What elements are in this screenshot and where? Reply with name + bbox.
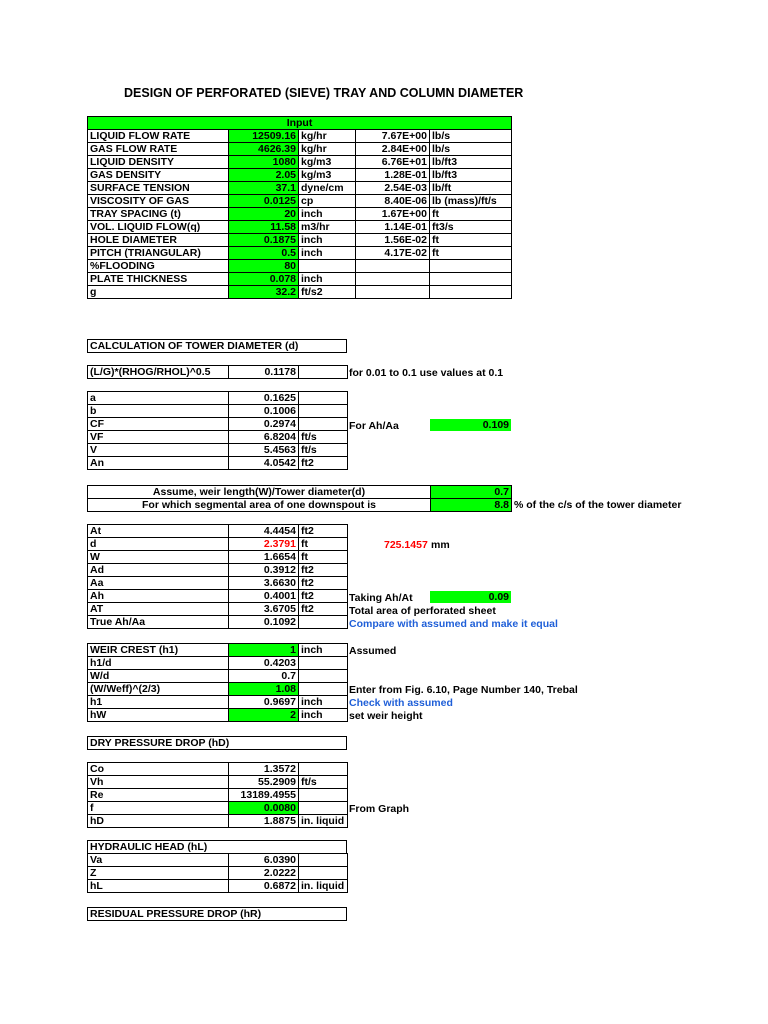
tower-row [88,577,348,590]
tower-label: AT [88,603,229,616]
hydraulic-header: HYDRAULIC HEAD (hL) [88,841,347,854]
segment-row [88,499,512,512]
dry-label: f [88,802,229,815]
input-conv: 4.17E-02 [356,247,430,260]
tower-row [88,431,348,444]
dry-label: hD [88,815,229,828]
tower-row [88,525,348,538]
tower-label: An [88,457,229,470]
d-mm-unit: mm [431,539,450,551]
input-conv: 2.54E-03 [356,182,430,195]
input-label: LIQUID FLOW RATE [88,130,229,143]
input-conv-unit: lb/ft3 [430,169,512,182]
dry-row [88,776,348,789]
weir-row [88,696,348,709]
input-conv: 8.40E-06 [356,195,430,208]
lg-label: (L/G)*(RHOG/RHOL)^0.5 [88,366,229,379]
tower-unit: ft/s [299,431,348,444]
input-row [88,208,512,221]
tower-label: True Ah/Aa [88,616,229,629]
hydraulic-unit [299,854,348,867]
weir-unit [299,657,348,670]
input-label: VOL. LIQUID FLOW(q) [88,221,229,234]
input-conv: 2.84E+00 [356,143,430,156]
assume-label: Assume, weir length(W)/Tower diameter(d) [88,486,431,499]
empty-cell [299,366,348,379]
weir-row [88,709,348,722]
input-row [88,260,512,273]
tower-value: 6.8204 [229,431,299,444]
tower-label: Ad [88,564,229,577]
input-value[interactable]: 32.2 [229,286,299,299]
ah-aa-value[interactable]: 0.109 [430,419,511,431]
input-label: HOLE DIAMETER [88,234,229,247]
hydraulic-row [88,867,348,880]
input-conv [356,273,430,286]
tower-row [88,564,348,577]
tower-table-1 [87,391,348,470]
ah-aa-label: For Ah/Aa [349,420,399,432]
tower-unit: ft2 [299,577,348,590]
tower-label: a [88,392,229,405]
tower-unit: ft [299,538,348,551]
input-unit: ft/s2 [299,286,356,299]
dry-unit [299,802,348,815]
input-label: VISCOSITY OF GAS [88,195,229,208]
dry-label: Co [88,763,229,776]
input-conv: 1.28E-01 [356,169,430,182]
tower-value: 4.0542 [229,457,299,470]
input-row [88,143,512,156]
hydraulic-header-table [87,840,347,854]
input-conv-unit: ft [430,234,512,247]
assume-value[interactable]: 0.7 [431,486,512,499]
weir-unit: inch [299,644,348,657]
input-table [87,116,512,299]
dry-unit [299,789,348,802]
hydraulic-unit [299,867,348,880]
input-row [88,130,512,143]
weir-unit [299,670,348,683]
input-label: GAS DENSITY [88,169,229,182]
dry-value[interactable]: 0.0080 [229,802,299,815]
lg-row [88,366,348,379]
input-value[interactable]: 20 [229,208,299,221]
weir-row [88,670,348,683]
weir-value[interactable]: 2 [229,709,299,722]
lg-table [87,365,348,379]
tower-row [88,590,348,603]
weir-label: W/d [88,670,229,683]
input-unit: kg/m3 [299,156,356,169]
input-value[interactable]: 2.05 [229,169,299,182]
lg-value: 0.1178 [229,366,299,379]
compare-note: Compare with assumed and make it equal [349,618,558,630]
tower-value: 0.3912 [229,564,299,577]
dry-header-table [87,736,347,750]
input-label: %FLOODING [88,260,229,273]
tower-unit: ft/s [299,444,348,457]
input-value[interactable]: 37.1 [229,182,299,195]
input-label: LIQUID DENSITY [88,156,229,169]
weir-value: 0.4203 [229,657,299,670]
taking-value[interactable]: 0.09 [430,591,511,603]
tower-unit [299,405,348,418]
input-header-row [88,117,512,130]
input-label: PLATE THICKNESS [88,273,229,286]
residual-header-table [87,907,347,921]
dry-row [88,815,348,828]
input-label: SURFACE TENSION [88,182,229,195]
input-label: PITCH (TRIANGULAR) [88,247,229,260]
tower-row [88,603,348,616]
hydraulic-value: 2.0222 [229,867,299,880]
input-conv-unit: lb/s [430,130,512,143]
input-value[interactable]: 4626.39 [229,143,299,156]
input-conv: 1.67E+00 [356,208,430,221]
hydraulic-table [87,853,348,893]
hydraulic-value: 6.0390 [229,854,299,867]
tower-value: 0.1625 [229,392,299,405]
set-note: set weir height [349,710,423,722]
hydraulic-unit: in. liquid [299,880,348,893]
weir-table [87,643,348,722]
hydraulic-label: hL [88,880,229,893]
input-conv: 6.76E+01 [356,156,430,169]
input-row [88,247,512,260]
input-label: GAS FLOW RATE [88,143,229,156]
input-row [88,273,512,286]
input-label: g [88,286,229,299]
input-row [88,156,512,169]
graph-note: From Graph [349,803,410,815]
weir-value[interactable]: 1.08 [229,683,299,696]
dry-header: DRY PRESSURE DROP (hD) [88,737,347,750]
segment-note: % of the c/s of the tower diameter [514,499,682,511]
assume-row [88,486,512,499]
input-conv [356,286,430,299]
tower-row [88,457,348,470]
input-unit [299,260,356,273]
tower-label: At [88,525,229,538]
tower-header-table [87,339,347,353]
tower-unit: ft [299,551,348,564]
input-unit: kg/hr [299,143,356,156]
weir-unit: inch [299,696,348,709]
dry-label: Re [88,789,229,802]
dry-value: 55.2909 [229,776,299,789]
input-header: Input [88,117,512,130]
check-note: Check with assumed [349,697,453,709]
input-row [88,182,512,195]
total-area-note: Total area of perforated sheet [349,605,496,617]
input-value[interactable]: 0.0125 [229,195,299,208]
input-row [88,221,512,234]
tower-unit: ft2 [299,457,348,470]
input-conv: 1.14E-01 [356,221,430,234]
dry-row [88,802,348,815]
input-value[interactable]: 0.1875 [229,234,299,247]
taking-label: Taking Ah/At [349,592,413,604]
input-unit: kg/hr [299,130,356,143]
tower-value: 2.3791 [229,538,299,551]
tower-unit: ft2 [299,590,348,603]
dry-unit [299,763,348,776]
input-unit: inch [299,247,356,260]
hydraulic-label: Z [88,867,229,880]
tower-value: 0.4001 [229,590,299,603]
tower-row [88,538,348,551]
input-unit: inch [299,273,356,286]
weir-unit: inch [299,709,348,722]
input-conv-unit [430,286,512,299]
weir-value: 0.9697 [229,696,299,709]
dry-label: Vh [88,776,229,789]
weir-row [88,657,348,670]
input-row [88,234,512,247]
input-row [88,286,512,299]
tower-row [88,392,348,405]
segment-value[interactable]: 8.8 [431,499,512,512]
tower-value: 5.4563 [229,444,299,457]
weir-row [88,644,348,657]
input-unit: inch [299,234,356,247]
hydraulic-value: 0.6872 [229,880,299,893]
dry-value: 1.8875 [229,815,299,828]
input-conv-unit: lb/ft3 [430,156,512,169]
input-conv-unit: ft3/s [430,221,512,234]
tower-row [88,616,348,629]
input-value[interactable]: 1080 [229,156,299,169]
tower-value: 4.4454 [229,525,299,538]
input-conv-unit [430,273,512,286]
tower-value: 3.6630 [229,577,299,590]
input-conv-unit: lb (mass)/ft/s [430,195,512,208]
dry-row [88,763,348,776]
tower-value: 3.6705 [229,603,299,616]
input-conv-unit [430,260,512,273]
tower-label: d [88,538,229,551]
tower-unit [299,418,348,431]
tower-label: Ah [88,590,229,603]
tower-value: 1.6654 [229,551,299,564]
lg-note: for 0.01 to 0.1 use values at 0.1 [349,367,504,379]
input-unit: m3/hr [299,221,356,234]
tower-label: b [88,405,229,418]
tower-row [88,405,348,418]
d-mm-value: 725.1457 [384,539,428,551]
tower-label: Aa [88,577,229,590]
input-conv: 1.56E-02 [356,234,430,247]
dry-row [88,789,348,802]
input-conv-unit: lb/ft [430,182,512,195]
weir-label: h1/d [88,657,229,670]
tower-unit [299,392,348,405]
residual-header: RESIDUAL PRESSURE DROP (hR) [88,908,347,921]
input-value[interactable]: 80 [229,260,299,273]
input-value[interactable]: 0.5 [229,247,299,260]
tower-label: V [88,444,229,457]
input-conv [356,260,430,273]
weir-value: 0.7 [229,670,299,683]
input-conv-unit: lb/s [430,143,512,156]
weir-unit [299,683,348,696]
input-unit: cp [299,195,356,208]
dry-value: 13189.4955 [229,789,299,802]
tower-value: 0.1006 [229,405,299,418]
input-value[interactable]: 12509.16 [229,130,299,143]
assumed-note: Assumed [349,645,397,657]
weir-value[interactable]: 1 [229,644,299,657]
input-label: TRAY SPACING (t) [88,208,229,221]
input-row [88,195,512,208]
tower-table-2 [87,524,348,629]
hydraulic-row [88,854,348,867]
tower-unit: ft2 [299,525,348,538]
input-value[interactable]: 0.078 [229,273,299,286]
dry-table [87,762,348,828]
segment-label: For which segmental area of one downspout is [88,499,431,512]
input-conv: 7.67E+00 [356,130,430,143]
input-unit: dyne/cm [299,182,356,195]
assume-table [87,485,512,512]
dry-unit: in. liquid [299,815,348,828]
input-conv-unit: ft [430,208,512,221]
tower-value: 0.1092 [229,616,299,629]
dry-value: 1.3572 [229,763,299,776]
input-unit: inch [299,208,356,221]
page-title: DESIGN OF PERFORATED (SIEVE) TRAY AND COLUMN DIAMETER [124,86,524,100]
input-conv-unit: ft [430,247,512,260]
tower-label: VF [88,431,229,444]
tower-row [88,418,348,431]
tower-row [88,444,348,457]
dry-unit: ft/s [299,776,348,789]
tower-header: CALCULATION OF TOWER DIAMETER (d) [88,340,347,353]
weir-label: (W/Weff)^(2/3) [88,683,229,696]
tower-row [88,551,348,564]
input-row [88,169,512,182]
weir-label: h1 [88,696,229,709]
tower-label: CF [88,418,229,431]
hydraulic-label: Va [88,854,229,867]
hydraulic-row [88,880,348,893]
weir-label: hW [88,709,229,722]
tower-unit [299,616,348,629]
tower-value: 0.2974 [229,418,299,431]
weir-row [88,683,348,696]
fig-note: Enter from Fig. 6.10, Page Number 140, Trebal [349,684,578,696]
input-unit: kg/m3 [299,169,356,182]
weir-label: WEIR CREST (h1) [88,644,229,657]
input-value[interactable]: 11.58 [229,221,299,234]
tower-unit: ft2 [299,603,348,616]
tower-unit: ft2 [299,564,348,577]
tower-label: W [88,551,229,564]
